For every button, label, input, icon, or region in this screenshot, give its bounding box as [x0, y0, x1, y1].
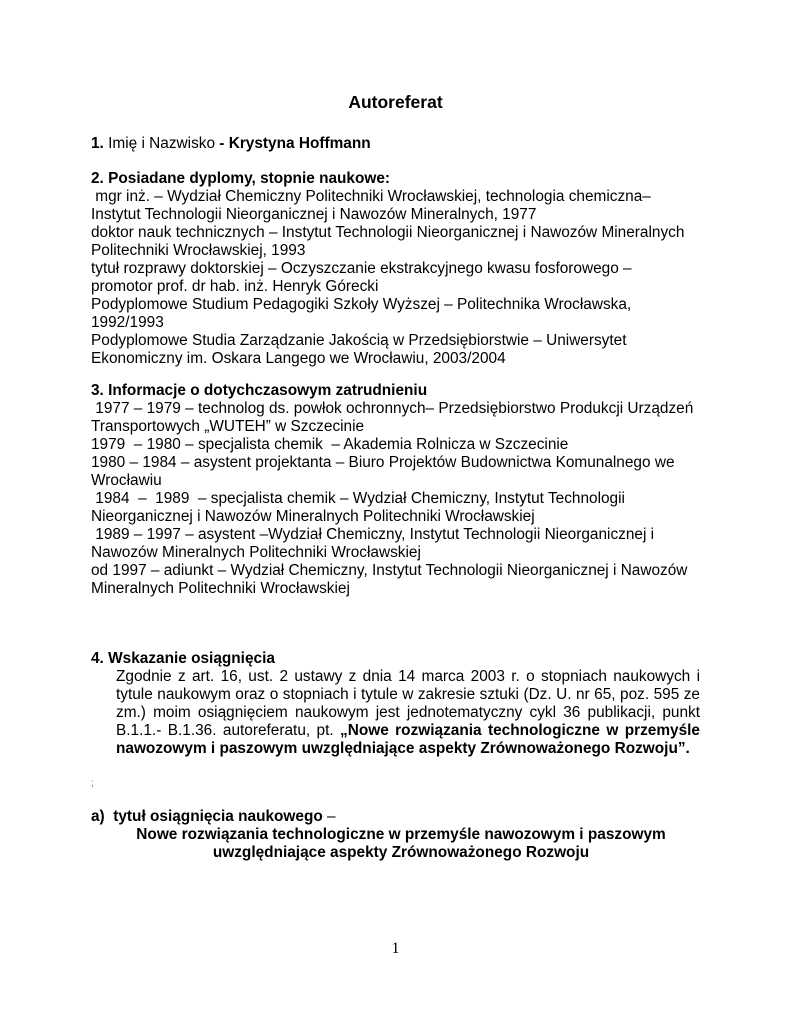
section-2-heading: 2. Posiadane dyplomy, stopnie naukowe: [91, 170, 391, 187]
section-4-paragraph [116, 668, 700, 758]
section-2-line: doktor nauk technicznych – Instytut Technologii Nieorganicznej i Nawozów Mineralnych [91, 224, 685, 241]
section-2-line: Instytut Technologii Nieorganicznej i Nawozów Mineralnych, 1977 [91, 206, 537, 223]
section-4-bold-title: „Nowe rozwiązania technologiczne w przemyśle nawozowym i paszowym uwzględniające aspekty Zrównoważonego Rozwoju”. [116, 722, 700, 757]
section-2-line: Podyplomowe Studia Zarządzanie Jakością w Przedsiębiorstwie – Uniwersytet [91, 332, 627, 349]
section-1-value: - Krystyna Hoffmann [219, 135, 371, 152]
section-3-line: Wrocławiu [91, 472, 162, 489]
section-3-line: Nawozów Mineralnych Politechniki Wrocławskiej [91, 544, 421, 561]
section-a-dash: – [322, 808, 336, 825]
section-2-line: Ekonomiczny im. Oskara Langego we Wrocławiu, 2003/2004 [91, 350, 506, 367]
section-3-line: 1977 – 1979 – technolog ds. powłok ochronnych– Przedsiębiorstwo Produkcji Urządzeń [91, 400, 694, 417]
section-3-line: 1989 – 1997 – asystent –Wydział Chemiczny, Instytut Technologii Nieorganicznej i [91, 526, 655, 543]
section-3-line: 1980 – 1984 – asystent projektanta – Biuro Projektów Budownictwa Komunalnego we [91, 454, 675, 471]
achievement-title-line-1: Nowe rozwiązania technologiczne w przemyśle nawozowym i paszowym [136, 826, 666, 843]
section-4-heading: 4. Wskazanie osiągnięcia [91, 650, 275, 667]
section-2-line: Podyplomowe Studium Pedagogiki Szkoły Wyższej – Politechnika Wrocławska, [91, 296, 632, 313]
achievement-title-line-2: uwzględniające aspekty Zrównoważonego Rozwoju [212, 844, 590, 861]
section-1-name [91, 135, 711, 153]
stray-semicolon: ; [91, 778, 94, 789]
section-3-line: Transportowych „WUTEH” w Szczecinie [91, 418, 365, 435]
section-3-line: Mineralnych Politechniki Wrocławskiej [91, 580, 350, 597]
section-2-line: tytuł rozprawy doktorskiej – Oczyszczanie ekstrakcyjnego kwasu fosforowego – [91, 260, 632, 277]
section-3-employment [91, 382, 711, 598]
page-number: 1 [391, 940, 400, 957]
section-3-line: od 1997 – adiunkt – Wydział Chemiczny, Instytut Technologii Nieorganicznej i Nawozów [91, 562, 688, 579]
section-3-line: Nieorganicznej i Nawozów Mineralnych Politechniki Wrocławskiej [91, 508, 535, 525]
section-2-line: promotor prof. dr hab. inż. Henryk Górecki [91, 278, 379, 295]
section-3-line: 1984 – 1989 – specjalista chemik – Wydział Chemiczny, Instytut Technologii [91, 490, 625, 507]
section-3-line: 1979 – 1980 – specjalista chemik – Akademia Rolnicza w Szczecinie [91, 436, 569, 453]
section-2-line: Politechniki Wrocławskiej, 1993 [91, 242, 306, 259]
section-1-label: Imię i Nazwisko [103, 135, 220, 152]
section-1-number: 1. [91, 135, 104, 152]
section-3-heading: 3. Informacje o dotychczasowym zatrudnieniu [91, 382, 428, 399]
document-title: Autoreferat [348, 92, 443, 112]
section-2-diplomas [91, 170, 711, 368]
section-2-line: mgr inż. – Wydział Chemiczny Politechniki Wrocławskiej, technologia chemiczna– [91, 188, 651, 205]
section-a-heading: a) tytuł osiągnięcia naukowego [91, 808, 323, 825]
section-2-line: 1992/1993 [91, 314, 164, 331]
section-4-text: Zgodnie z art. 16, ust. 2 ustawy z dnia 14 marca 2003 r. o stopniach naukowych i tytule naukowym oraz o stopniach i tytule w zakresie sztuki (Dz. U. nr 65, poz. 595 ze zm.) moim osiągnięciem naukowym jest jednotematyczny cykl 36 publikacji, punkt B.1.1.- B.1.36. autoreferatu, pt. [116, 668, 700, 739]
achievement-title [91, 826, 711, 862]
section-a-heading-wrap [91, 808, 711, 826]
section-4-heading-wrap [91, 650, 711, 668]
